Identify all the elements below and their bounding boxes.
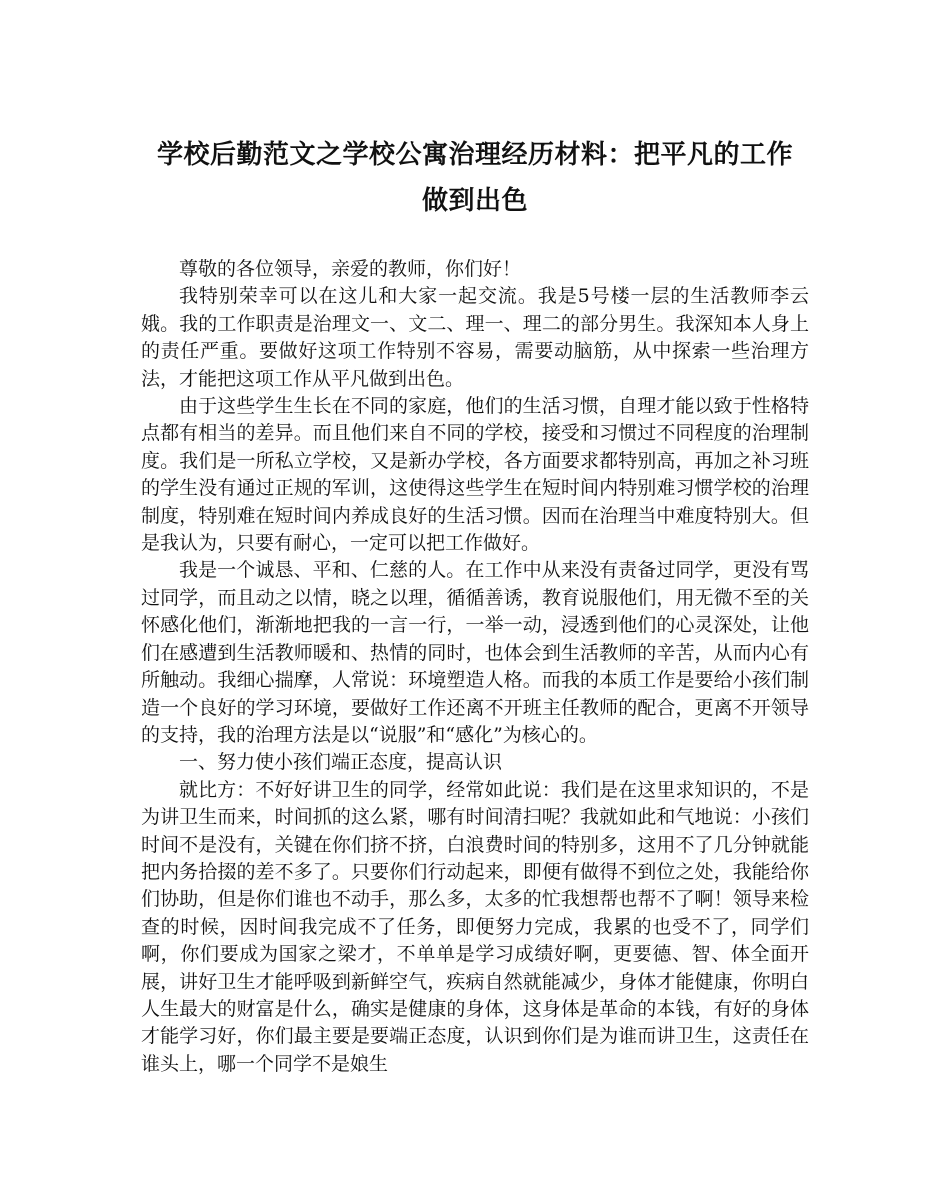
paragraph-greeting: 尊敬的各位领导，亲爱的教师，你们好！ bbox=[179, 258, 522, 280]
document-body bbox=[141, 256, 809, 1078]
paragraph-example: 就比方：不好好讲卫生的同学，经常如此说：我们是在这里求知识的，不是为讲卫生而来，时间抓的这么紧，哪有时间清扫呢？我就如此和气地说：小孩们时间不是没有，关键在你们挤不挤，白浪费时间的特别多，这用不了几分钟就能把内务拾掇的差不多了。只要你们行动起来，即便有做得不到位之处，我能给你们协助，但是你们谁也不动手，那么多，太多的忙我想帮也帮不了啊！领导来检查的时候，因时间我完成不了任务，即便努力完成，我累的也受不了，同学们啊，你们要成为国家之梁才，不单单是学习成绩好啊，更要德、智、体全面开展，讲好卫生才能呼吸到新鲜空气，疾病自然就能减少，身体才能健康，你明白人生最大的财富是什么，确实是健康的身体，这身体是革命的本钱，有好的身体才能学习好，你们最主要是要端正态度，认识到你们是为谁而讲卫生，这责任在谁头上，哪一个同学不是娘生 bbox=[141, 778, 809, 1075]
document-title bbox=[120, 132, 830, 224]
paragraph-introduction: 我特别荣幸可以在这儿和大家一起交流。我是5号楼一层的生活教师李云娥。我的工作职责是治理文一、文二、理一、理二的部分男生。我深知本人身上的责任严重。要做好这项工作特别不容易，需要动脑筋，从中探索一些治理方法，才能把这项工作从平凡做到出色。 bbox=[141, 285, 809, 390]
section-heading-1: 一、努力使小孩们端正态度，提高认识 bbox=[179, 751, 503, 774]
title-line-2: 做到出色 bbox=[421, 186, 528, 216]
title-line-1: 学校后勤范文之学校公寓治理经历材料：把平凡的工作 bbox=[156, 140, 793, 170]
paragraph-method: 我是一个诚恳、平和、仁慈的人。在工作中从来没有责备过同学，更没有骂过同学，而且动之以情，晓之以理，循循善诱，教育说服他们，用无微不至的关怀感化他们，渐渐地把我的一言一行，一举一动，浸透到他们的心灵深处，让他们在感遭到生活教师暖和、热情的同时，也体会到生活教师的辛苦，从而内心有所触动。我细心揣摩，人常说：环境塑造人格。而我的本质工作是要给小孩们制造一个良好的学习环境，要做好工作还离不开班主任教师的配合，更离不开领导的支持，我的治理方法是以“说服”和“感化”为核心的。 bbox=[141, 559, 809, 746]
paragraph-background: 由于这些学生生长在不同的家庭，他们的生活习惯，自理才能以致于性格特点都有相当的差异。而且他们来自不同的学校，接受和习惯过不同程度的治理制度。我们是一所私立学校，又是新办学校，各方面要求都特别高，再加之补习班的学生没有通过正规的军训，这使得这些学生在短时间内特别难习惯学校的治理制度，特别难在短时间内养成良好的生活习惯。因而在治理当中难度特别大。但是我认为，只要有耐心，一定可以把工作做好。 bbox=[141, 395, 809, 555]
